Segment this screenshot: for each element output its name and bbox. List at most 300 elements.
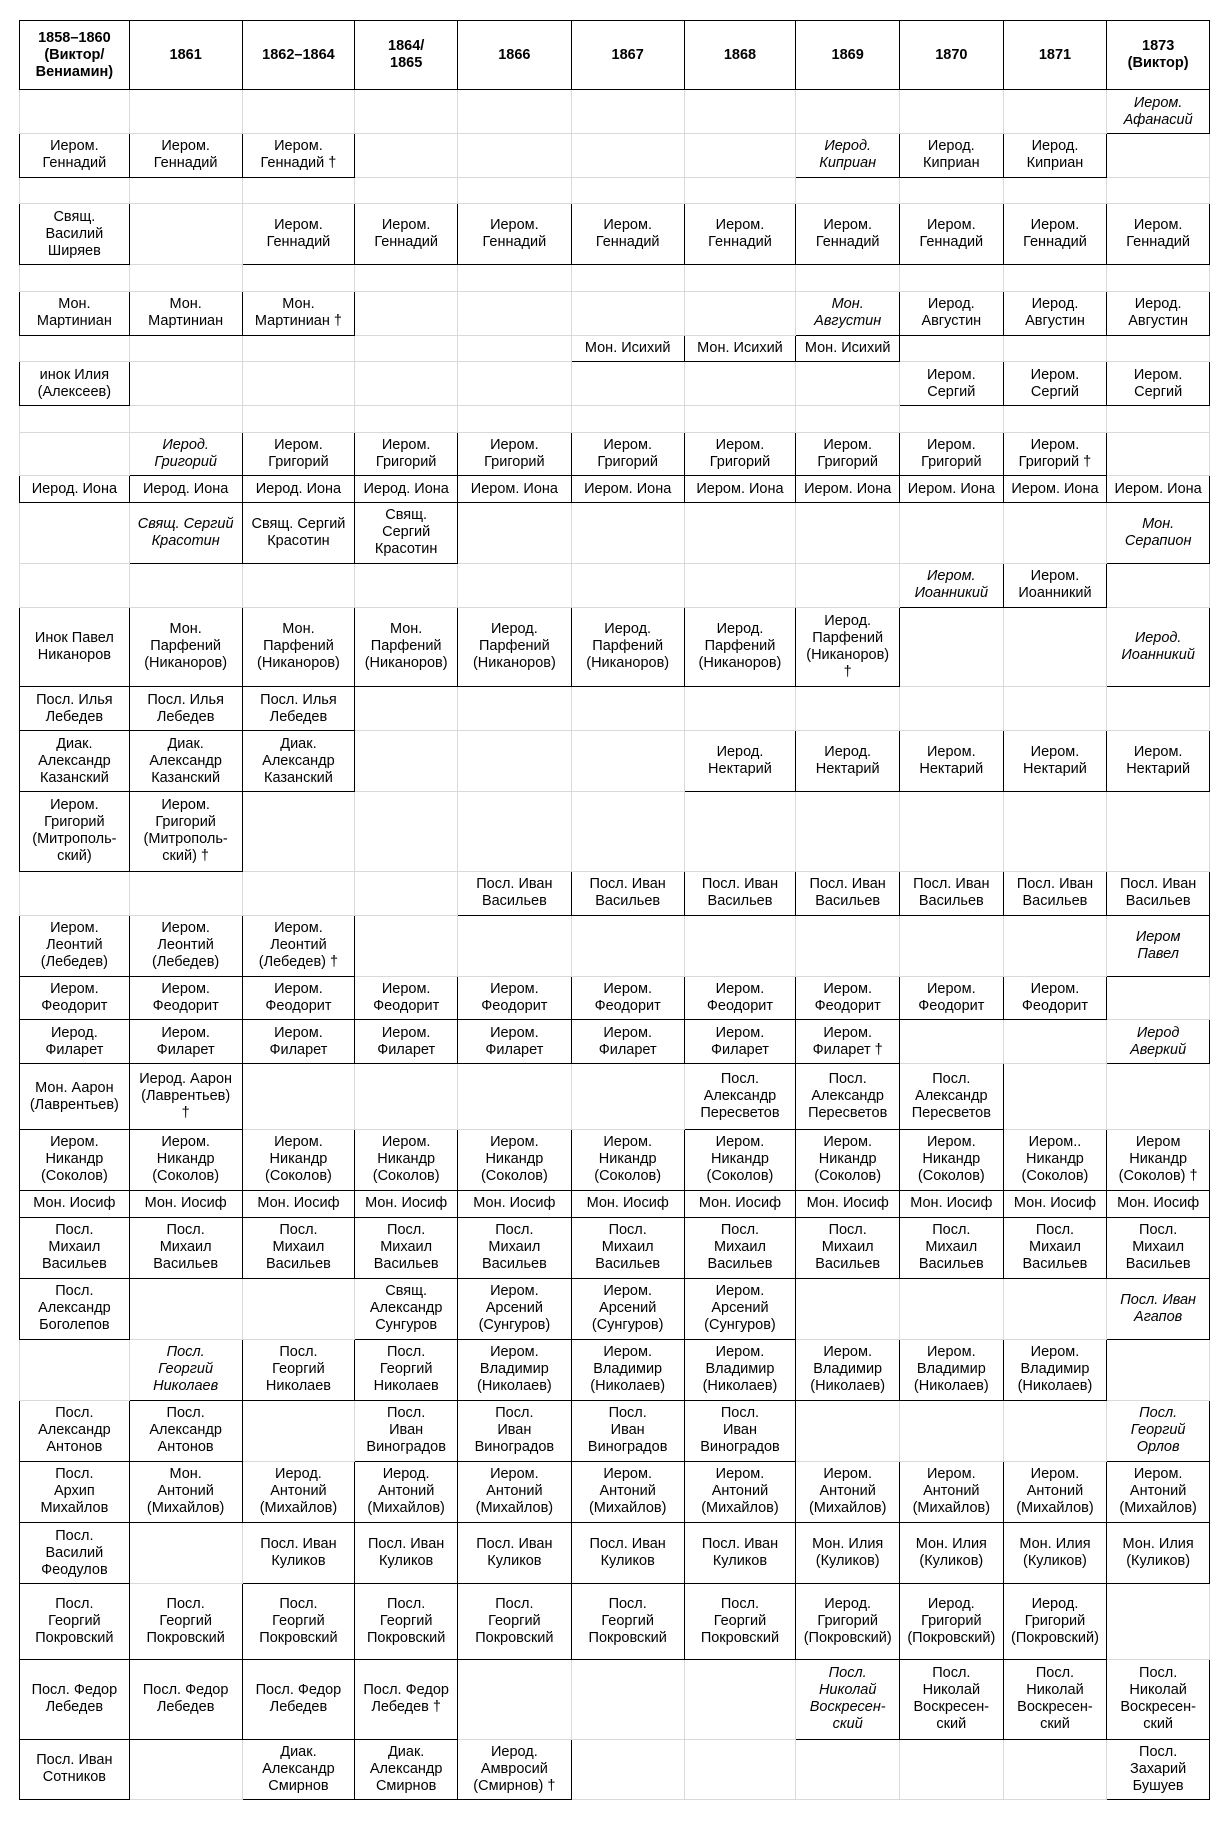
table-cell: Посл. Михаил Васильев (20, 1217, 130, 1278)
empty-cell (796, 1400, 900, 1461)
empty-cell (900, 177, 1004, 204)
table-cell: Диак. Александр Смирнов (355, 1739, 458, 1799)
table-body (20, 21, 1210, 1800)
header-row (20, 21, 1210, 90)
empty-cell (684, 90, 796, 134)
table-cell: Иером. Иона (684, 476, 796, 503)
table-cell: Иером. Григорий (571, 432, 684, 476)
table-cell: Посл. Александр Антонов (129, 1400, 242, 1461)
empty-cell (20, 265, 130, 292)
empty-cell (242, 177, 355, 204)
table-cell: Иером. Сергий (1003, 362, 1107, 406)
empty-cell (796, 177, 900, 204)
empty-cell (1003, 1400, 1107, 1461)
column-header: 1867 (571, 21, 684, 90)
empty-cell (900, 90, 1004, 134)
table-cell: Иером. Григорий (796, 432, 900, 476)
table-cell: Посл. Михаил Васильев (242, 1217, 355, 1278)
empty-cell (129, 1739, 242, 1799)
table-row (20, 406, 1210, 433)
empty-cell (900, 335, 1004, 362)
table-cell: Диак. Александр Смирнов (242, 1739, 355, 1799)
table-row (20, 1400, 1210, 1461)
table-cell: Мон. Иосиф (684, 1190, 796, 1217)
empty-cell (457, 133, 571, 177)
empty-cell (242, 563, 355, 607)
table-cell: Мон. Иосиф (242, 1190, 355, 1217)
empty-cell (1107, 976, 1210, 1020)
table-cell: Иером. Феодорит (571, 976, 684, 1020)
empty-cell (684, 687, 796, 731)
empty-cell (684, 133, 796, 177)
empty-cell (242, 265, 355, 292)
table-cell: Посл. Иван Васильев (457, 871, 571, 915)
table-cell: Мон. Аарон (Лаврентьев) (20, 1064, 130, 1130)
table-cell: Иерод. Парфений (Никаноров) (684, 607, 796, 687)
table-cell: Иером. Нектарий (900, 731, 1004, 792)
table-cell: Иерод. Нектарий (796, 731, 900, 792)
table-cell: Иерод. Григорий (Покровский) (1003, 1584, 1107, 1660)
table-cell: Посл. Георгий Покровский (355, 1584, 458, 1660)
table-cell: Иером. Григорий (355, 432, 458, 476)
table-cell: Иером. Иона (900, 476, 1004, 503)
empty-cell (129, 406, 242, 433)
table-cell: Иерод. Киприан (900, 133, 1004, 177)
table-cell: Посл. Федор Лебедев † (355, 1660, 458, 1740)
empty-cell (457, 563, 571, 607)
column-header: 1870 (900, 21, 1004, 90)
table-cell: Посл. Иван Васильев (796, 871, 900, 915)
table-cell: Иером. Владимир (Николаев) (684, 1339, 796, 1400)
empty-cell (355, 792, 458, 872)
table-cell: Иером. Владимир (Николаев) (1003, 1339, 1107, 1400)
table-cell: Иером. Никандр (Соколов) (900, 1129, 1004, 1190)
table-cell: Посл. Михаил Васильев (355, 1217, 458, 1278)
empty-cell (457, 406, 571, 433)
table-row (20, 1020, 1210, 1064)
table-cell: Иером. Геннадий (1107, 204, 1210, 265)
table-cell: Иерод. Августин (1003, 291, 1107, 335)
table-cell: Диак. Александр Казанский (242, 731, 355, 792)
table-cell: Посл. Александр Боголепов (20, 1278, 130, 1339)
empty-cell (684, 177, 796, 204)
table-cell: Мон. Иосиф (1003, 1190, 1107, 1217)
table-cell: Иером. Григорий (Митрополь- ский) † (129, 792, 242, 872)
empty-cell (20, 432, 130, 476)
table-cell: Мон. Иосиф (571, 1190, 684, 1217)
empty-cell (796, 687, 900, 731)
table-cell: Иером Никандр (Соколов) † (1107, 1129, 1210, 1190)
empty-cell (355, 731, 458, 792)
empty-cell (1107, 335, 1210, 362)
table-cell: Мон. Исихий (571, 335, 684, 362)
table-cell: Иером. Григорий † (1003, 432, 1107, 476)
table-cell: Посл. Иван Сотников (20, 1739, 130, 1799)
table-cell: Посл. Иван Куликов (242, 1522, 355, 1583)
column-header: 1864/ 1865 (355, 21, 458, 90)
table-cell: Посл. Михаил Васильев (796, 1217, 900, 1278)
table-cell: Иерод. Киприан (796, 133, 900, 177)
table-cell: Иером. Иона (796, 476, 900, 503)
empty-cell (1107, 792, 1210, 872)
empty-cell (355, 563, 458, 607)
empty-cell (355, 687, 458, 731)
empty-cell (684, 502, 796, 563)
table-cell: Инок Павел Никаноров (20, 607, 130, 687)
table-cell: Иером. Арсений (Сунгуров) (457, 1278, 571, 1339)
empty-cell (457, 335, 571, 362)
table-row (20, 1217, 1210, 1278)
table-cell: Посл. Николай Воскресен- ский (1003, 1660, 1107, 1740)
empty-cell (684, 265, 796, 292)
table-cell: Иером. Владимир (Николаев) (457, 1339, 571, 1400)
empty-cell (242, 335, 355, 362)
empty-cell (571, 915, 684, 976)
table-cell: Мон. Мартиниан (20, 291, 130, 335)
table-cell: Иером. Никандр (Соколов) (355, 1129, 458, 1190)
table-cell: Посл. Георгий Покровский (20, 1584, 130, 1660)
table-row (20, 563, 1210, 607)
empty-cell (1003, 915, 1107, 976)
table-cell: Мон. Мартиниан (129, 291, 242, 335)
empty-cell (1107, 687, 1210, 731)
table-cell: Иером. Геннадий (129, 133, 242, 177)
empty-cell (242, 406, 355, 433)
table-cell: Посл. Георгий Покровский (684, 1584, 796, 1660)
table-cell: Свящ. Сергий Красотин (129, 502, 242, 563)
table-row (20, 291, 1210, 335)
table-cell: Мон. Иосиф (355, 1190, 458, 1217)
empty-cell (796, 915, 900, 976)
empty-cell (684, 291, 796, 335)
column-header: 1861 (129, 21, 242, 90)
table-cell: Мон. Иосиф (129, 1190, 242, 1217)
empty-cell (796, 502, 900, 563)
column-header: 1873 (Виктор) (1107, 21, 1210, 90)
empty-cell (796, 90, 900, 134)
empty-cell (457, 502, 571, 563)
empty-cell (457, 177, 571, 204)
empty-cell (129, 1522, 242, 1583)
column-header: 1868 (684, 21, 796, 90)
table-cell: Мон. Исихий (684, 335, 796, 362)
empty-cell (900, 1020, 1004, 1064)
empty-cell (1107, 177, 1210, 204)
table-cell: Посл. Михаил Васильев (1003, 1217, 1107, 1278)
empty-cell (355, 362, 458, 406)
table-cell: Иерод. Нектарий (684, 731, 796, 792)
table-cell: Посл. Михаил Васильев (900, 1217, 1004, 1278)
empty-cell (571, 406, 684, 433)
empty-cell (796, 362, 900, 406)
table-cell: Иерод. Григорий (Покровский) (900, 1584, 1004, 1660)
table-cell: Посл. Михаил Васильев (129, 1217, 242, 1278)
empty-cell (571, 1660, 684, 1740)
table-row (20, 731, 1210, 792)
table-cell: Иером. Никандр (Соколов) (796, 1129, 900, 1190)
table-cell: Иерод. Августин (900, 291, 1004, 335)
table-cell: Свящ. Александр Сунгуров (355, 1278, 458, 1339)
table-cell: Иером. Никандр (Соколов) (242, 1129, 355, 1190)
empty-cell (571, 90, 684, 134)
table-cell: Мон. Иосиф (20, 1190, 130, 1217)
empty-cell (129, 871, 242, 915)
table-cell: Иерод Аверкий (1107, 1020, 1210, 1064)
table-cell: Иером. Филарет (129, 1020, 242, 1064)
table-cell: Мон. Илия (Куликов) (1107, 1522, 1210, 1583)
table-cell: Посл. Михаил Васильев (1107, 1217, 1210, 1278)
table-cell: Посл. Архип Михайлов (20, 1461, 130, 1522)
empty-cell (457, 687, 571, 731)
table-cell: Посл. Георгий Покровский (457, 1584, 571, 1660)
empty-cell (1003, 792, 1107, 872)
table-cell: Мон. Иосиф (1107, 1190, 1210, 1217)
table-cell: Иером. Леонтий (Лебедев) (20, 915, 130, 976)
empty-cell (684, 406, 796, 433)
table-cell: Иерод. Иоанникий (1107, 607, 1210, 687)
table-row (20, 432, 1210, 476)
table-cell: Посл. Иван Агапов (1107, 1278, 1210, 1339)
table-cell: Посл. Георгий Николаев (129, 1339, 242, 1400)
table-cell: Мон. Илия (Куликов) (900, 1522, 1004, 1583)
empty-cell (457, 362, 571, 406)
table-cell: Иером. Иоанникий (900, 563, 1004, 607)
column-header: 1858–1860 (Виктор/ Вениамин) (20, 21, 130, 90)
table-cell: Мон. Иосиф (796, 1190, 900, 1217)
empty-cell (900, 792, 1004, 872)
empty-cell (457, 1064, 571, 1130)
table-cell: Иером. Геннадий (796, 204, 900, 265)
table-cell: Иером. Нектарий (1107, 731, 1210, 792)
empty-cell (20, 502, 130, 563)
empty-cell (129, 335, 242, 362)
empty-cell (571, 177, 684, 204)
empty-cell (796, 265, 900, 292)
table-row (20, 871, 1210, 915)
empty-cell (1003, 502, 1107, 563)
table-cell: Иером. Антоний (Михайлов) (1107, 1461, 1210, 1522)
empty-cell (355, 90, 458, 134)
table-cell: Иером. Геннадий (900, 204, 1004, 265)
table-cell: Мон. Иосиф (457, 1190, 571, 1217)
empty-cell (900, 687, 1004, 731)
table-cell: Иером. Григорий (457, 432, 571, 476)
table-cell: Иером. Геннадий † (242, 133, 355, 177)
table-cell: Мон. Парфений (Никаноров) (242, 607, 355, 687)
table-row (20, 335, 1210, 362)
empty-cell (1003, 687, 1107, 731)
table-cell: Диак. Александр Казанский (20, 731, 130, 792)
empty-cell (20, 177, 130, 204)
table-cell: Иером. Филарет † (796, 1020, 900, 1064)
table-cell: Посл. Александр Антонов (20, 1400, 130, 1461)
empty-cell (1003, 1064, 1107, 1130)
empty-cell (1003, 265, 1107, 292)
table-cell: Иером. Феодорит (900, 976, 1004, 1020)
table-cell: инок Илия (Алексеев) (20, 362, 130, 406)
empty-cell (355, 133, 458, 177)
empty-cell (1107, 1584, 1210, 1660)
empty-cell (1003, 1739, 1107, 1799)
table-cell: Иером. Никандр (Соколов) (571, 1129, 684, 1190)
table-cell: Посл. Илья Лебедев (129, 687, 242, 731)
table-cell: Посл. Илья Лебедев (242, 687, 355, 731)
table-cell: Посл. Николай Воскресен- ский (1107, 1660, 1210, 1740)
table-row (20, 1660, 1210, 1740)
table-cell: Свящ. Сергий Красотин (242, 502, 355, 563)
table-row (20, 502, 1210, 563)
table-cell: Иерод. Антоний (Михайлов) (355, 1461, 458, 1522)
empty-cell (900, 502, 1004, 563)
empty-cell (900, 915, 1004, 976)
table-row (20, 607, 1210, 687)
column-header: 1871 (1003, 21, 1107, 90)
table-row (20, 476, 1210, 503)
table-cell: Иером. Григорий (684, 432, 796, 476)
table-cell: Посл. Илья Лебедев (20, 687, 130, 731)
empty-cell (796, 406, 900, 433)
table-cell: Мон. Августин (796, 291, 900, 335)
table-row (20, 1278, 1210, 1339)
table-cell: Иером. Феодорит (355, 976, 458, 1020)
table-cell: Иером. Феодорит (1003, 976, 1107, 1020)
empty-cell (1107, 1064, 1210, 1130)
table-cell: Посл. Александр Пересветов (900, 1064, 1004, 1130)
empty-cell (684, 362, 796, 406)
table-cell: Свящ. Василий Ширяев (20, 204, 130, 265)
empty-cell (1107, 563, 1210, 607)
table-cell: Иером. Иона (1107, 476, 1210, 503)
empty-cell (457, 90, 571, 134)
table-cell: Мон. Серапион (1107, 502, 1210, 563)
table-cell: Посл. Иван Куликов (571, 1522, 684, 1583)
table-row (20, 362, 1210, 406)
empty-cell (796, 792, 900, 872)
table-cell: Иером. Арсений (Сунгуров) (684, 1278, 796, 1339)
table-cell: Посл. Федор Лебедев (129, 1660, 242, 1740)
empty-cell (20, 90, 130, 134)
empty-cell (571, 133, 684, 177)
table-cell: Иером. Григорий (242, 432, 355, 476)
table-row (20, 1064, 1210, 1130)
table-cell: Иерод. Иона (355, 476, 458, 503)
empty-cell (900, 406, 1004, 433)
empty-cell (457, 291, 571, 335)
empty-cell (129, 563, 242, 607)
table-cell: Иером. Арсений (Сунгуров) (571, 1278, 684, 1339)
empty-cell (571, 502, 684, 563)
empty-cell (571, 265, 684, 292)
empty-cell (796, 563, 900, 607)
empty-cell (129, 265, 242, 292)
empty-cell (684, 1739, 796, 1799)
table-cell: Иером. Никандр (Соколов) (20, 1129, 130, 1190)
table-cell: Иером. Никандр (Соколов) (684, 1129, 796, 1190)
empty-cell (1107, 265, 1210, 292)
table-cell: Посл. Иван Васильев (900, 871, 1004, 915)
empty-cell (242, 362, 355, 406)
table-cell: Иером. Филарет (355, 1020, 458, 1064)
table-cell: Посл. Иван Виноградов (684, 1400, 796, 1461)
empty-cell (684, 563, 796, 607)
table-row (20, 90, 1210, 134)
column-header: 1862–1864 (242, 21, 355, 90)
staff-chronology-table (19, 20, 1210, 1800)
table-cell: Посл. Иван Куликов (457, 1522, 571, 1583)
empty-cell (355, 265, 458, 292)
empty-cell (796, 1278, 900, 1339)
empty-cell (1003, 406, 1107, 433)
empty-cell (457, 731, 571, 792)
table-cell: Иерод. Иона (20, 476, 130, 503)
table-cell: Мон. Антоний (Михайлов) (129, 1461, 242, 1522)
table-cell: Иерод. Иона (129, 476, 242, 503)
empty-cell (1003, 335, 1107, 362)
empty-cell (684, 915, 796, 976)
table-cell: Посл. Иван Виноградов (571, 1400, 684, 1461)
table-cell: Иером. Филарет (242, 1020, 355, 1064)
table-cell: Посл. Василий Феодулов (20, 1522, 130, 1583)
table-row (20, 177, 1210, 204)
table-cell: Посл. Иван Васильев (571, 871, 684, 915)
table-row (20, 1739, 1210, 1799)
table-cell: Иером. Феодорит (457, 976, 571, 1020)
table-cell: Посл. Захарий Бушуев (1107, 1739, 1210, 1799)
table-cell: Посл. Георгий Николаев (242, 1339, 355, 1400)
table-cell: Иером. Геннадий (1003, 204, 1107, 265)
empty-cell (20, 406, 130, 433)
table-cell: Иерод. Григорий (Покровский) (796, 1584, 900, 1660)
empty-cell (1003, 1278, 1107, 1339)
table-cell: Иером. Феодорит (129, 976, 242, 1020)
empty-cell (1107, 406, 1210, 433)
empty-cell (242, 1278, 355, 1339)
table-row (20, 1522, 1210, 1583)
table-row (20, 204, 1210, 265)
empty-cell (571, 362, 684, 406)
empty-cell (900, 1278, 1004, 1339)
table-cell: Иером. Нектарий (1003, 731, 1107, 792)
table-cell: Посл. Георгий Покровский (129, 1584, 242, 1660)
empty-cell (355, 177, 458, 204)
empty-cell (796, 1739, 900, 1799)
table-cell: Посл. Иван Васильев (684, 871, 796, 915)
table-cell: Иерод. Парфений (Никаноров) † (796, 607, 900, 687)
table-row (20, 1461, 1210, 1522)
empty-cell (571, 1739, 684, 1799)
empty-cell (355, 915, 458, 976)
table-row (20, 915, 1210, 976)
table-row (20, 1584, 1210, 1660)
table-cell: Иером. Геннадий (571, 204, 684, 265)
table-cell: Посл. Георгий Орлов (1107, 1400, 1210, 1461)
table-cell: Иером. Иоанникий (1003, 563, 1107, 607)
empty-cell (684, 792, 796, 872)
table-cell: Иером. Никандр (Соколов) (129, 1129, 242, 1190)
table-cell: Иером. Леонтий (Лебедев) † (242, 915, 355, 976)
table-cell: Посл. Александр Пересветов (684, 1064, 796, 1130)
table-cell: Иером. Афанасий (1107, 90, 1210, 134)
table-cell: Иером. Антоний (Михайлов) (796, 1461, 900, 1522)
empty-cell (900, 1739, 1004, 1799)
table-cell: Диак. Александр Казанский (129, 731, 242, 792)
empty-cell (571, 687, 684, 731)
empty-cell (129, 362, 242, 406)
table-cell: Иером. Геннадий (457, 204, 571, 265)
empty-cell (129, 1278, 242, 1339)
empty-cell (1003, 90, 1107, 134)
empty-cell (129, 177, 242, 204)
